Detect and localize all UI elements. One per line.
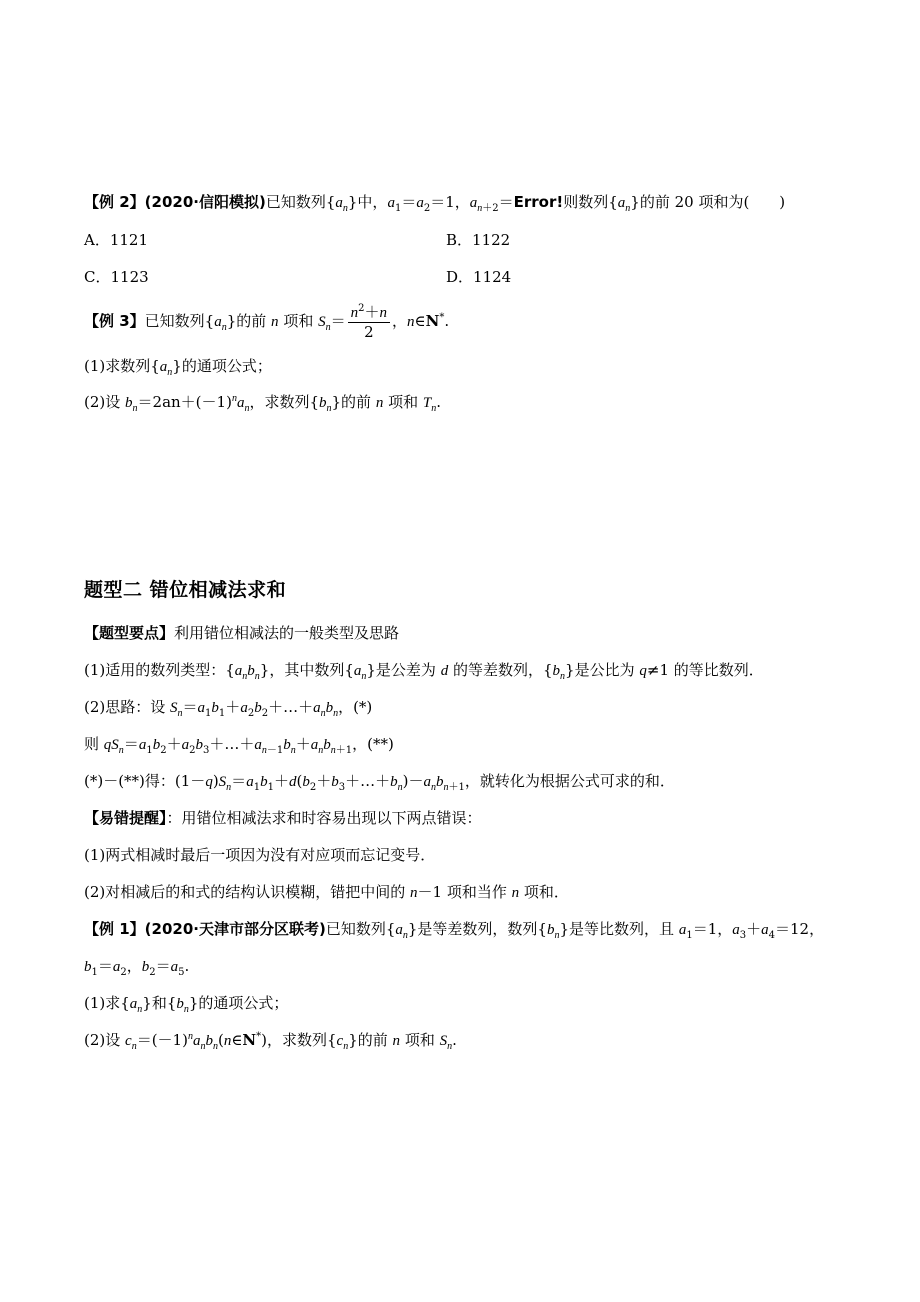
key-point-2: (2)思路：设 $S_n=a_1b_1+a_2b_2+\dots+a_nb_n$，(*) [84,698,373,719]
example-1-part-1: (1)求$\{a_n\}$和$\{b_n\}$的通项公式； [84,994,289,1015]
fraction: $\frac{n^2+n}{2}$ [348,303,390,341]
key-point-4: (*)－(**)得：$(1-q)S_n=a_1b_1+d(b_2+b_3+\dots+b_n)-a_nb_{n+1}$，就转化为根据公式可求的和． [84,772,675,793]
section-title: 题型二 错位相减法求和 [84,579,287,601]
warning-intro: 【易错提醒】：用错位相减法求和时容易出现以下两点错误： [84,809,482,827]
example-3-stem: 【例 3】已知数列$\{a_n\}$的前 n 项和 $S_n=$ $\frac{n^2+n}{2}$ ，n∈N*. [84,303,450,341]
example-3-part-1: (1)求数列$\{a_n\}$的通项公式； [84,357,272,378]
example-1-stem-cont: $b_1=a_2$，$b_2=a_5$. [84,957,190,978]
option-d[interactable]: D．1124 [446,268,512,286]
option-a[interactable]: A．1121 [84,231,149,249]
example-3-part-2: (2)设 $b_n=2an+(-1)^na_n$，求数列$\{b_n\}$的前 n 项和 $T_n$. [84,393,442,414]
option-c[interactable]: C．1123 [84,268,149,286]
key-points-intro: 【题型要点】利用错位相减法的一般类型及思路 [84,624,400,642]
key-point-1: (1)适用的数列类型：$\{a_nb_n\}$，其中数列$\{a_n\}$是公差为 d 的等差数列，$\{b_n\}$是公比为 q≠1 的等比数列． [84,661,764,682]
option-b[interactable]: B．1122 [446,231,511,249]
warning-2: (2)对相减后的和式的结构认识模糊，错把中间的 n－1 项和当作 n 项和． [84,883,569,901]
example-1-part-2: (2)设 $c_n=(-1)^na_nb_n(n\in N^*)$，求数列$\{c_n\}$的前 n 项和 $S_n$. [84,1031,457,1052]
warning-1: (1)两式相减时最后一项因为没有对应项而忘记变号． [84,846,436,864]
key-point-3: 则 $qS_n=a_1b_2+a_2b_3+\dots+a_{n-1}b_n+a_nb_{n+1}$，(**) [84,735,394,756]
example-2-stem: 【例 2】(2020·信阳模拟)已知数列$\{a_n\}$中，$a_1=a_2=1$，$a_{n+2}=Error$!则数列$\{a_n\}$的前 20 项和为( ) [84,193,786,214]
example-1-stem: 【例 1】(2020·天津市部分区联考)已知数列$\{a_n\}$是等差数列，数列$\{b_n\}$是等比数列，且 $a_1=1$，$a_3+a_4=12$， [84,920,825,941]
